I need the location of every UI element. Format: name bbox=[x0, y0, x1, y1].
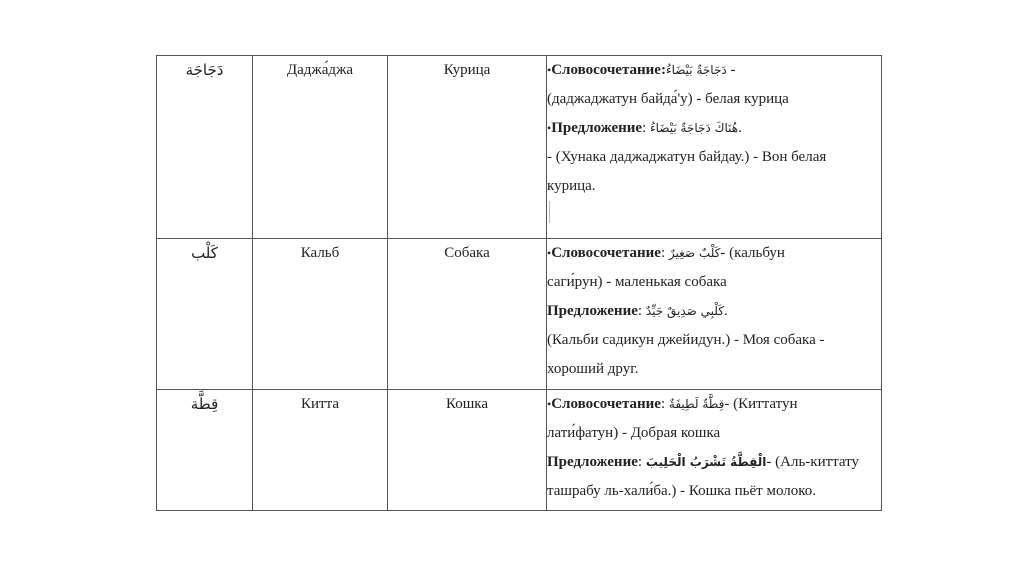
example-line bbox=[547, 114, 881, 143]
line-text: - (Аль-киттату bbox=[766, 454, 860, 470]
example-line bbox=[547, 419, 881, 448]
label-separator: : bbox=[660, 62, 666, 78]
line-text: . bbox=[738, 120, 742, 136]
arabic-phrase: كَلْبٌ صَغِيرٌ bbox=[668, 246, 721, 260]
line-text: лати́фатун) - Добрая кошка bbox=[547, 425, 721, 441]
example-line bbox=[547, 172, 881, 201]
line-text: ташрабу ль-хали́ба.) - Кошка пьёт молоко. bbox=[547, 483, 817, 499]
example-line bbox=[547, 326, 881, 355]
transliteration-cell bbox=[253, 239, 388, 390]
arabic-word-cell bbox=[157, 56, 253, 239]
arabic-phrase: كَلْبِي صَدِيقٌ جَيِّدٌ bbox=[645, 304, 724, 318]
arabic-word: كَلْب bbox=[191, 244, 218, 262]
examples-cell bbox=[547, 390, 882, 511]
label-separator: : bbox=[660, 245, 669, 261]
transliteration: Даджа́джа bbox=[286, 62, 354, 78]
example-label: Предложение bbox=[547, 303, 638, 319]
line-text: хороший друг. bbox=[547, 361, 639, 377]
arabic-phrase: دَجَاجَةٌ بَيْضَاءُ bbox=[665, 63, 727, 77]
line-text: - (Хунака даджаджатун байдау.) - Вон белая bbox=[547, 149, 827, 165]
table-row-chicken bbox=[157, 56, 882, 239]
transliteration: Китта bbox=[301, 396, 339, 412]
translation-cell bbox=[388, 239, 547, 390]
example-line bbox=[547, 477, 881, 506]
translation: Кошка bbox=[445, 396, 489, 412]
transliteration-cell bbox=[253, 390, 388, 511]
translation: Собака bbox=[444, 245, 490, 261]
transliteration-cell bbox=[253, 56, 388, 239]
bullet-icon: • bbox=[547, 121, 552, 135]
bullet-icon: • bbox=[547, 63, 552, 77]
example-label: Предложение bbox=[547, 454, 638, 470]
transliteration: Кальб bbox=[300, 245, 340, 261]
examples-cell bbox=[547, 56, 882, 239]
label-separator: : bbox=[642, 120, 651, 136]
line-text: (Кальби садикун джейидун.) - Моя собака - bbox=[547, 332, 825, 348]
line-text: курица. bbox=[547, 178, 596, 194]
translation: Курица bbox=[443, 62, 491, 78]
line-text: (даджаджатун байда́'у) - белая курица bbox=[547, 91, 789, 107]
arabic-word-cell bbox=[157, 390, 253, 511]
example-label: Словосочетание bbox=[551, 396, 661, 412]
arabic-word: قِطَّة bbox=[190, 395, 219, 413]
table-row-cat bbox=[157, 390, 882, 511]
arabic-phrase: هُنَاكَ دَجَاجَةٌ بَيْضَاءُ bbox=[650, 121, 739, 135]
example-label: Словосочетание bbox=[551, 62, 661, 78]
vocabulary-table bbox=[156, 55, 882, 511]
arabic-word: دَجَاجَة bbox=[185, 61, 224, 79]
translation-cell bbox=[388, 390, 547, 511]
example-label: Словосочетание bbox=[551, 245, 661, 261]
line-text: . bbox=[723, 303, 728, 319]
example-line bbox=[547, 448, 881, 477]
label-separator: : bbox=[660, 396, 669, 412]
example-line bbox=[547, 143, 881, 172]
bullet-icon: • bbox=[547, 397, 552, 411]
arabic-phrase: الْقِطَّةُ تَشْرَبُ الْحَلِيبَ bbox=[645, 455, 767, 469]
line-text: - (кальбун bbox=[720, 245, 785, 261]
translation-cell bbox=[388, 56, 547, 239]
line-text: - (Киттатун bbox=[724, 396, 798, 412]
line-text: - bbox=[726, 62, 736, 78]
arabic-word-cell bbox=[157, 239, 253, 390]
label-separator: : bbox=[637, 303, 646, 319]
example-line bbox=[547, 297, 881, 326]
examples-cell bbox=[547, 239, 882, 390]
example-line bbox=[547, 390, 881, 419]
example-line bbox=[547, 268, 881, 297]
label-separator: : bbox=[637, 454, 646, 470]
bullet-icon: • bbox=[547, 246, 552, 260]
text-cursor-mark bbox=[549, 201, 550, 223]
line-text: саги́рун) - маленькая собака bbox=[547, 274, 727, 290]
arabic-phrase: قِطَّةٌ لَطِيفَةٌ bbox=[668, 397, 725, 411]
example-line bbox=[547, 355, 881, 384]
table-row-dog bbox=[157, 239, 882, 390]
example-line bbox=[547, 85, 881, 114]
example-line bbox=[547, 56, 881, 85]
example-line bbox=[547, 239, 881, 268]
example-label: Предложение bbox=[551, 120, 643, 136]
